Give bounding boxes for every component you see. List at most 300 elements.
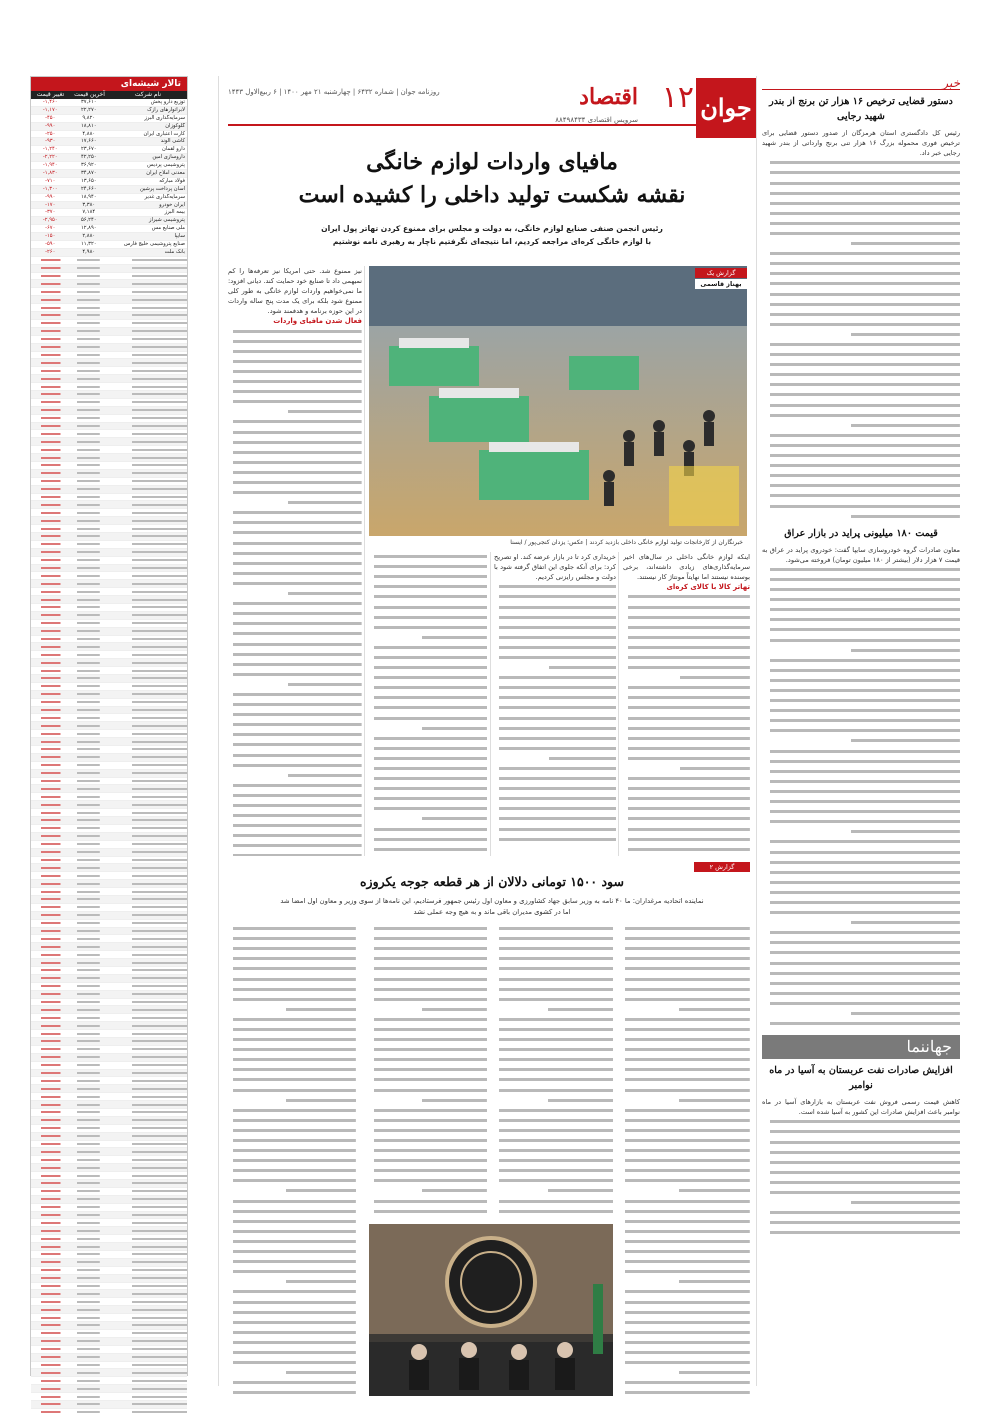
text-line — [762, 858, 960, 868]
text-line — [762, 1208, 960, 1218]
text-line — [620, 1257, 750, 1267]
stock-row-placeholder — [31, 888, 187, 896]
text-line — [494, 734, 616, 744]
stock-row-placeholder — [31, 1062, 187, 1070]
text-line — [228, 357, 362, 367]
text-line — [762, 1168, 960, 1178]
text-line — [620, 1015, 750, 1025]
text-line — [369, 924, 487, 934]
text-line — [762, 451, 960, 461]
text-line — [369, 934, 487, 944]
text-line — [228, 1106, 356, 1116]
text-line — [369, 673, 487, 683]
text-line — [623, 814, 750, 824]
text-line — [762, 646, 960, 656]
text-line — [369, 784, 487, 794]
stock-change: ۳۷۰- — [45, 209, 56, 216]
stock-row-placeholder — [31, 1070, 187, 1078]
stock-change: ۲,۲۲۰- — [42, 154, 58, 161]
text-line — [228, 841, 362, 851]
text-line — [369, 974, 487, 984]
text-line — [762, 158, 960, 168]
rice-body-text: رئیس کل داد‌گستری استان هرمزگان از صدور دستور قضایی برای ترخیص فوری محموله بزرگ ۱۶ هزار تنی برنج وارداتی از بندر شهید رجایی خبر داد. — [762, 129, 961, 158]
stock-last-price: ۱۳,۶۵۰ — [80, 177, 97, 184]
text-line — [762, 269, 960, 279]
headline-line-1: مافیای واردات لوازم خانگی — [366, 149, 618, 175]
text-line — [228, 448, 362, 458]
text-line — [620, 1247, 750, 1257]
stock-change: ۱۵۰- — [45, 233, 56, 240]
stock-last-price: ۱۱,۳۲۰ — [80, 241, 97, 248]
text-line — [369, 1086, 487, 1096]
text-line — [228, 488, 362, 498]
stock-last-price: ۴,۹۸۰ — [82, 248, 96, 255]
text-line — [228, 1318, 356, 1328]
text-line — [228, 468, 362, 478]
stock-row-placeholder — [31, 651, 187, 659]
text-line — [228, 1247, 356, 1257]
report-tag-2: گزارش ۲ — [694, 862, 750, 872]
text-line — [228, 539, 362, 549]
stock-row — [31, 99, 187, 107]
stock-row-placeholder — [31, 920, 187, 928]
stock-row-placeholder — [31, 359, 187, 367]
text-line — [620, 1328, 750, 1338]
text-line — [369, 744, 487, 754]
text-line — [620, 1005, 750, 1015]
stock-row-placeholder — [31, 778, 187, 786]
stock-row-placeholder — [31, 423, 187, 431]
text-line — [762, 888, 960, 898]
text-line — [228, 974, 356, 984]
text-line — [494, 673, 616, 683]
text-line — [762, 390, 960, 400]
story2-column-3-filler — [494, 924, 613, 1217]
stock-name: توزیع دارو پخش — [150, 99, 185, 105]
stock-change: ۲۶۰- — [45, 248, 56, 255]
text-line — [494, 1126, 613, 1136]
text-line — [228, 1207, 356, 1217]
text-line — [369, 703, 487, 713]
text-line — [228, 347, 362, 357]
text-line — [494, 1045, 613, 1055]
text-line — [228, 1237, 356, 1247]
stock-row-placeholder — [31, 675, 187, 683]
text-line — [369, 572, 487, 582]
stock-change: ۱,۸۳۰- — [42, 170, 58, 177]
text-line — [762, 178, 960, 188]
text-line — [369, 995, 487, 1005]
text-line — [620, 934, 750, 944]
stock-row-placeholder — [31, 983, 187, 991]
stock-row-placeholder — [31, 344, 187, 352]
issue-info: روزنامه جوان | شماره ۶۴۳۲ | چهارشنبه ۲۱ مهر ۱۴۰۰ | ۶ ربیع‌الاول ۱۴۴۳ — [228, 88, 440, 96]
factory-photo — [369, 266, 747, 536]
stock-row-placeholder — [31, 785, 187, 793]
text-line — [228, 1075, 356, 1085]
stock-row-placeholder — [31, 1212, 187, 1220]
saudi-oil-headline: افزایش صادرات نفت عربستان به آسیا در ماه نوامبر — [769, 1065, 953, 1092]
text-line — [620, 1126, 750, 1136]
stock-row-placeholder — [31, 296, 187, 304]
text-line — [494, 1197, 613, 1207]
stock-row-placeholder — [31, 904, 187, 912]
text-line — [494, 1186, 613, 1196]
stock-row-placeholder — [31, 328, 187, 336]
text-line — [369, 592, 487, 602]
stock-row-placeholder — [31, 880, 187, 888]
text-line — [762, 1158, 960, 1168]
text-line — [369, 1156, 487, 1166]
text-line — [228, 670, 362, 680]
stock-name: صنایع پتروشیمی خلیج فارس — [123, 241, 185, 248]
text-line — [369, 693, 487, 703]
stock-row-placeholder — [31, 1338, 187, 1346]
text-line — [620, 1297, 750, 1307]
text-line — [369, 1015, 487, 1025]
stock-row-placeholder — [31, 1148, 187, 1156]
stock-row-placeholder — [31, 549, 187, 557]
text-line — [762, 431, 960, 441]
stock-row-placeholder — [31, 1243, 187, 1251]
text-line — [623, 633, 750, 643]
stock-row-placeholder — [31, 1409, 187, 1414]
stock-name: پتروشیمی پردیس — [147, 162, 185, 169]
text-line — [369, 1106, 487, 1116]
col-last-header: آخرین قیمت — [74, 91, 105, 98]
text-line — [762, 736, 960, 746]
text-line — [494, 754, 616, 764]
author-name: بهناز قاسمی — [695, 279, 747, 289]
stock-name: کارت اعتباری ایران — [143, 130, 185, 137]
newspaper-logo: جوان — [696, 78, 756, 138]
column-rule — [218, 76, 219, 1386]
text-line — [494, 663, 616, 673]
photo-caption: خبرنگاران از کارخانجات تولید لوازم خانگی داخلی بازدید کردند | عکس: یزدان کنجی‌پور / ایسنا — [510, 539, 743, 546]
text-line — [494, 974, 613, 984]
stock-row-placeholder — [31, 478, 187, 486]
stock-last-price: ۱۷,۶۶۰ — [80, 138, 97, 145]
text-line — [494, 592, 616, 602]
text-line — [762, 898, 960, 908]
headline-line-2: نقشه شکست تولید داخلی را کشیده است — [298, 182, 686, 208]
text-line — [369, 653, 487, 663]
stock-row-placeholder — [31, 1385, 187, 1393]
text-line — [762, 491, 960, 501]
story2-lead-line-1: نماینده اتحادیه مرغداران: ما ۴۰ نامه به وزیر سابق جهاد کشاورزی و معاون اول رئیس جمهور فرستادیم، این نامه‌ها از سوی وزیر و معاون اول امضا شد — [280, 897, 704, 905]
text-line — [494, 1035, 613, 1045]
stock-name: لابراتوارهای رازک — [147, 106, 185, 113]
stock-row-placeholder — [31, 935, 187, 943]
section-phone: سرویس اقتصادی ۸۸۴۹۸۴۳۴ — [555, 116, 638, 124]
text-line — [369, 643, 487, 653]
text-line — [762, 686, 960, 696]
text-line — [623, 774, 750, 784]
text-line — [620, 1338, 750, 1348]
text-line — [494, 1086, 613, 1096]
section-title: اقتصاد — [579, 84, 638, 110]
text-line — [228, 964, 356, 974]
stock-row-placeholder — [31, 1101, 187, 1109]
text-line — [494, 744, 616, 754]
text-line — [494, 1065, 613, 1075]
text-line — [494, 774, 616, 784]
text-line — [369, 623, 487, 633]
stock-row-placeholder — [31, 462, 187, 470]
text-line — [228, 944, 356, 954]
text-line — [228, 1166, 356, 1176]
stock-row-placeholder — [31, 659, 187, 667]
text-line — [762, 827, 960, 837]
text-line — [369, 964, 487, 974]
text-line — [762, 471, 960, 481]
stock-row — [31, 241, 187, 249]
stock-row-placeholder — [31, 580, 187, 588]
stock-table — [30, 76, 188, 1376]
saudi-oil-body — [762, 1097, 960, 1238]
text-line — [228, 569, 362, 579]
text-line — [494, 633, 616, 643]
stock-row — [31, 146, 187, 154]
text-line — [623, 643, 750, 653]
text-line — [762, 380, 960, 390]
column-1-filler — [228, 327, 362, 856]
stock-row-placeholder — [31, 1188, 187, 1196]
text-line — [620, 1348, 750, 1358]
stock-row-placeholder — [31, 643, 187, 651]
text-line — [620, 1277, 750, 1287]
stock-row-placeholder — [31, 1251, 187, 1259]
text-line — [228, 337, 362, 347]
text-line — [369, 814, 487, 824]
text-line — [494, 944, 613, 954]
text-line — [369, 714, 487, 724]
col-name-header: نام شرکت — [134, 91, 162, 98]
stock-row-placeholder — [31, 1172, 187, 1180]
text-line — [762, 777, 960, 787]
text-line — [762, 199, 960, 209]
text-line — [762, 565, 960, 575]
stock-row-placeholder — [31, 1330, 187, 1338]
pride-headline: قیمت ۱۸۰ میلیونی پراید در بازار عراق — [784, 527, 938, 539]
stock-name: فولاد مبارکه — [159, 177, 185, 184]
text-line — [228, 1297, 356, 1307]
text-line — [620, 1227, 750, 1237]
text-line — [228, 417, 362, 427]
text-line — [228, 397, 362, 407]
text-line — [762, 726, 960, 736]
text-line — [228, 377, 362, 387]
text-line — [228, 1378, 356, 1388]
stock-row-placeholder — [31, 399, 187, 407]
text-line — [620, 1267, 750, 1277]
stock-row-placeholder — [31, 730, 187, 738]
text-line — [228, 478, 362, 488]
text-line — [228, 1267, 356, 1277]
stock-row-placeholder — [31, 375, 187, 383]
text-line — [623, 703, 750, 713]
stock-change: ۱,۹۴۰- — [42, 162, 58, 169]
text-line — [369, 582, 487, 592]
stock-row-placeholder — [31, 1204, 187, 1212]
stock-row — [31, 178, 187, 186]
text-line — [369, 954, 487, 964]
stock-row-placeholder — [31, 1298, 187, 1306]
text-line — [228, 791, 362, 801]
text-line — [369, 1186, 487, 1196]
text-line — [494, 825, 616, 835]
stock-row-placeholder — [31, 1006, 187, 1014]
text-line — [620, 1136, 750, 1146]
text-line — [762, 300, 960, 310]
text-line — [762, 767, 960, 777]
text-line — [494, 784, 616, 794]
stock-name: داروسازی امین — [152, 154, 185, 161]
text-line — [762, 512, 960, 522]
text-line — [228, 1156, 356, 1166]
text-line — [762, 948, 960, 958]
text-line — [620, 944, 750, 954]
stock-row-placeholder — [31, 762, 187, 770]
stock-row-placeholder — [31, 446, 187, 454]
stock-row — [31, 162, 187, 170]
stock-row-placeholder — [31, 1141, 187, 1149]
text-line — [494, 835, 616, 845]
text-line — [620, 1176, 750, 1186]
stock-row-placeholder — [31, 1259, 187, 1267]
stock-row — [31, 233, 187, 241]
text-line — [228, 730, 362, 740]
text-line — [623, 794, 750, 804]
text-line — [228, 629, 362, 639]
story2-column-3 — [494, 924, 613, 1220]
text-line — [228, 1065, 356, 1075]
stock-change: ۶۷۰- — [45, 225, 56, 232]
stock-row-placeholder — [31, 951, 187, 959]
text-line — [228, 1086, 356, 1096]
text-line — [228, 954, 356, 964]
text-line — [762, 625, 960, 635]
stock-name: پتروشیمی شیراز — [149, 217, 185, 224]
text-line — [620, 1368, 750, 1378]
text-line — [620, 1287, 750, 1297]
rice-body — [762, 128, 960, 522]
stock-row — [31, 107, 187, 115]
stock-row-placeholder — [31, 438, 187, 446]
text-line — [369, 1207, 487, 1217]
text-line — [762, 360, 960, 370]
story2-lead-line-2: اما در کشوی مدیران باقی ماند و به هیچ وجه عملی نشد — [413, 908, 571, 916]
text-line — [762, 370, 960, 380]
stock-row — [31, 194, 187, 202]
world-section-banner: جهاننما — [762, 1035, 960, 1059]
pride-body-filler — [762, 565, 960, 1029]
stock-last-price: ۹,۸۲۰ — [82, 114, 96, 121]
text-line — [228, 1328, 356, 1338]
text-line — [623, 825, 750, 835]
text-line — [623, 653, 750, 663]
text-line — [620, 1358, 750, 1368]
text-line — [228, 1096, 356, 1106]
text-line — [762, 421, 960, 431]
stock-row-placeholder — [31, 999, 187, 1007]
text-line — [620, 1075, 750, 1085]
text-line — [762, 320, 960, 330]
text-line — [762, 706, 960, 716]
text-line — [228, 751, 362, 761]
stock-row-placeholder — [31, 1267, 187, 1275]
text-line — [623, 784, 750, 794]
stock-row-placeholder — [31, 801, 187, 809]
stock-row-placeholder — [31, 280, 187, 288]
stock-table-title: تالار شیشه‌ای — [31, 77, 187, 91]
stock-change: ۲,۹۵۰- — [42, 217, 58, 224]
text-line — [228, 811, 362, 821]
stock-row-placeholder — [31, 1235, 187, 1243]
text-line — [369, 552, 487, 562]
text-line — [369, 754, 487, 764]
stock-last-price: ۱۲,۸۹۰ — [80, 225, 97, 232]
news-kicker: خبر — [762, 76, 960, 90]
stock-name: سرمایه‌گذاری البرز — [144, 114, 185, 121]
text-line — [762, 989, 960, 999]
stock-row-placeholder — [31, 517, 187, 525]
column-rule — [490, 552, 491, 856]
stock-change: ۷۱۰- — [45, 177, 56, 184]
stock-last-price: ۳۶,۹۲۰ — [80, 162, 97, 169]
text-line — [623, 623, 750, 633]
stock-row — [31, 202, 187, 210]
stock-row-placeholder — [31, 320, 187, 328]
text-line — [228, 1126, 356, 1136]
stock-row-placeholder — [31, 967, 187, 975]
stock-name: بانک ملت — [164, 248, 185, 255]
text-line — [369, 1116, 487, 1126]
stock-row-placeholder — [31, 1022, 187, 1030]
stock-row-placeholder — [31, 722, 187, 730]
text-line — [228, 639, 362, 649]
text-line — [620, 1318, 750, 1328]
stock-rows — [31, 99, 187, 1414]
text-line — [369, 633, 487, 643]
stock-row-placeholder — [31, 383, 187, 391]
text-line — [623, 683, 750, 693]
text-line — [623, 744, 750, 754]
text-line — [369, 985, 487, 995]
stock-row-placeholder — [31, 1046, 187, 1054]
text-line — [623, 835, 750, 845]
text-line — [762, 1019, 960, 1029]
text-line — [369, 845, 487, 855]
rice-body-filler — [762, 158, 960, 521]
text-line — [494, 714, 616, 724]
text-line — [228, 1348, 356, 1358]
text-line — [494, 693, 616, 703]
stock-row-placeholder — [31, 841, 187, 849]
stock-row-placeholder — [31, 714, 187, 722]
stock-row-placeholder — [31, 667, 187, 675]
text-line — [620, 1388, 750, 1394]
text-line — [228, 821, 362, 831]
stock-last-price: ۱۸,۸۱۰ — [80, 122, 97, 129]
text-line — [623, 845, 750, 855]
stock-last-price: ۳۴,۸۷۰ — [80, 170, 97, 177]
text-line — [228, 1227, 356, 1237]
stock-row-placeholder — [31, 1014, 187, 1022]
text-line — [369, 825, 487, 835]
stock-row — [31, 217, 187, 225]
text-line — [228, 985, 356, 995]
